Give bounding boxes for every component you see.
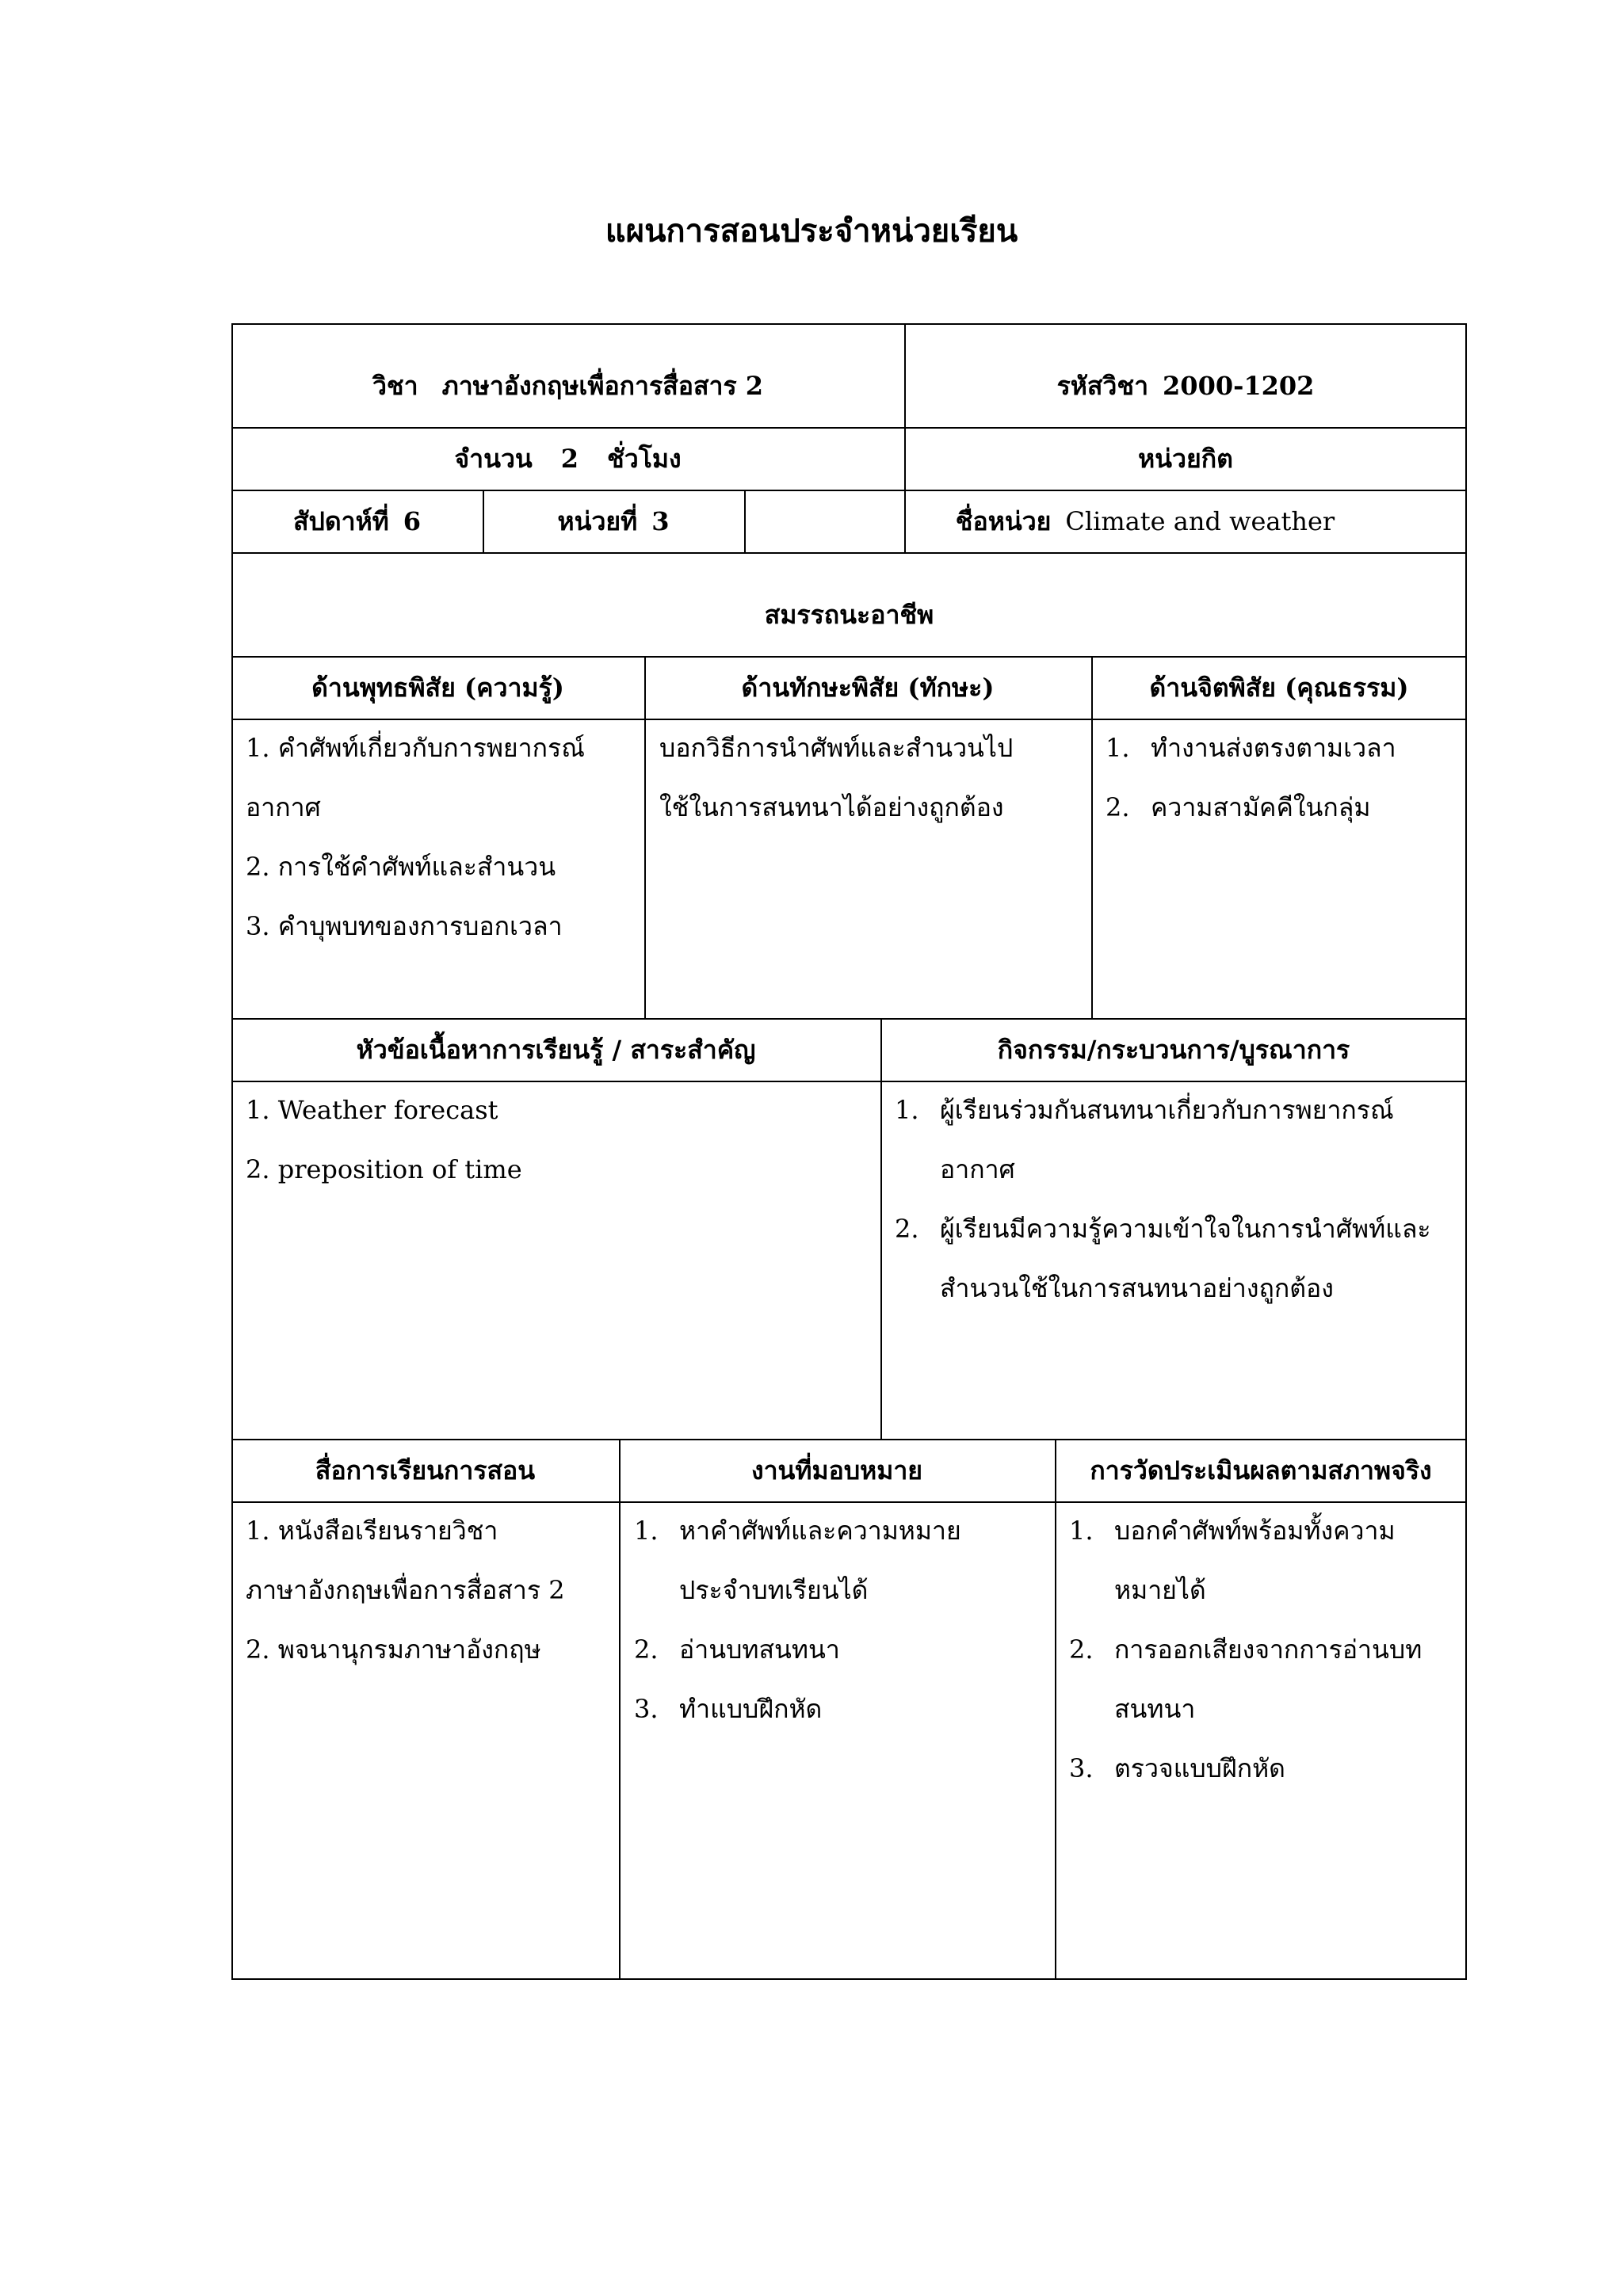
hours-cell	[231, 427, 904, 490]
activities-content	[895, 1081, 1453, 1318]
list-item: 3. ทำแบบฝึกหัด	[634, 1694, 823, 1724]
list-item: 2. อ่านบทสนทนา	[634, 1634, 840, 1665]
topics-content	[246, 1081, 864, 1199]
code-label: รหัสวิชา	[1056, 370, 1149, 401]
code-value: 2000-1202	[1163, 370, 1315, 401]
list-item: 1. ผู้เรียนร่วมกันสนทนาเกี่ยวกับการพยากรณ์อากาศ	[895, 1095, 1394, 1184]
unit-name-value: Climate and weather	[1065, 505, 1335, 536]
topic-line: 1. Weather forecast	[246, 1095, 498, 1125]
week-value: 6	[403, 505, 422, 536]
subject-label: วิชา	[372, 370, 418, 401]
unit-cell	[483, 490, 744, 552]
attitude-heading: ด้านจิตพิสัย (คุณธรรม)	[1149, 672, 1409, 703]
unit-name-cell	[744, 490, 1467, 552]
knowledge-line: 3. คำบุพบทของการบอกเวลา	[246, 911, 563, 941]
code-cell	[904, 323, 1467, 427]
col-divider	[880, 1018, 882, 1440]
hours-value: 2	[560, 443, 579, 474]
list-item: 2. ความสามัคคีในกลุ่ม	[1106, 792, 1371, 822]
unit-name-label: ชื่อหน่วย	[955, 505, 1052, 536]
skill-content	[659, 719, 1083, 837]
page-title: แผนการสอนประจำหน่วยเรียน	[605, 212, 1018, 250]
credit-label: หน่วยกิต	[1138, 443, 1233, 474]
knowledge-line: อากาศ	[246, 792, 321, 822]
assessment-heading: การวัดประเมินผลตามสภาพจริง	[1090, 1455, 1432, 1486]
week-label: สัปดาห์ที่	[292, 505, 389, 536]
media-line: ภาษาอังกฤษเพื่อการสื่อสาร 2	[246, 1575, 565, 1605]
assignment-content	[634, 1501, 1046, 1739]
knowledge-content	[246, 719, 638, 956]
list-item: 1. ทำงานส่งตรงตามเวลา	[1106, 733, 1396, 763]
week-cell	[231, 490, 483, 552]
hours-unit: ชั่วโมง	[607, 443, 682, 474]
unit-value: 3	[651, 505, 670, 536]
col-divider	[619, 1439, 621, 1980]
skill-line: บอกวิธีการนำศัพท์และสำนวนไป	[659, 733, 1014, 763]
list-item: 2. การออกเสียงจากการอ่านบทสนทนา	[1069, 1634, 1423, 1724]
list-item: 1. หาคำศัพท์และความหมายประจำบทเรียนได้	[634, 1516, 961, 1605]
unit-label: หน่วยที่	[557, 505, 638, 536]
list-item: 1. บอกคำศัพท์พร้อมทั้งความหมายได้	[1069, 1516, 1396, 1605]
knowledge-line: 2. การใช้คำศัพท์และสำนวน	[246, 852, 556, 882]
skill-line: ใช้ในการสนทนาได้อย่างถูกต้อง	[659, 792, 1004, 822]
skill-heading: ด้านทักษะพิสัย (ทักษะ)	[741, 672, 995, 703]
subject-cell	[231, 323, 904, 427]
media-content	[246, 1501, 614, 1680]
credit-cell	[904, 427, 1467, 490]
subject-name: ภาษาอังกฤษเพื่อการสื่อสาร 2	[441, 370, 764, 401]
assignment-heading: งานที่มอบหมาย	[750, 1455, 923, 1486]
media-line: 2. พจนานุกรมภาษาอังกฤษ	[246, 1634, 541, 1665]
list-item: 2. ผู้เรียนมีความรู้ความเข้าใจในการนำศัพท์และสำนวนใช้ในการสนทนาอย่างถูกต้อง	[895, 1214, 1431, 1303]
assessment-content	[1069, 1501, 1457, 1798]
list-item: 3. ตรวจแบบฝึกหัด	[1069, 1753, 1285, 1783]
knowledge-line: 1. คำศัพท์เกี่ยวกับการพยากรณ์	[246, 733, 585, 763]
attitude-content	[1106, 719, 1454, 837]
activities-heading: กิจกรรม/กระบวนการ/บูรณาการ	[997, 1034, 1350, 1065]
hours-label: จำนวน	[454, 443, 533, 474]
competency-heading: สมรรถนะอาชีพ	[764, 599, 934, 630]
knowledge-heading: ด้านพุทธพิสัย (ความรู้)	[311, 672, 564, 703]
media-heading: สื่อการเรียนการสอน	[315, 1455, 536, 1486]
media-line: 1. หนังสือเรียนรายวิชา	[246, 1516, 498, 1546]
col-divider	[1055, 1439, 1056, 1980]
topic-line: 2. preposition of time	[246, 1154, 522, 1184]
topics-heading: หัวข้อเนื้อหาการเรียนรู้ / สาระสำคัญ	[356, 1034, 756, 1065]
